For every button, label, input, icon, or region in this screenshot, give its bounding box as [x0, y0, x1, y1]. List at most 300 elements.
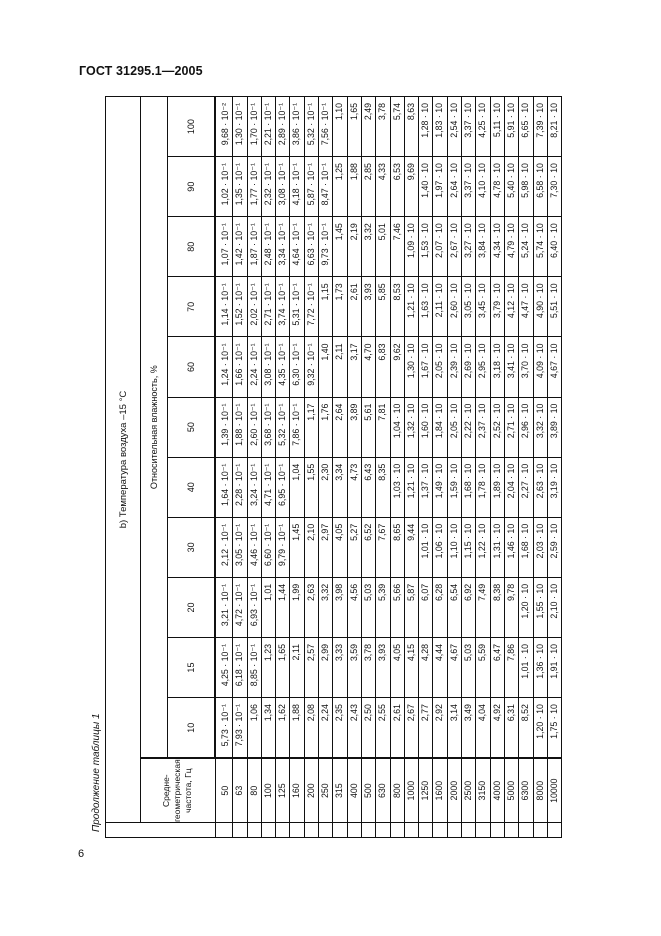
humidity-columns-row	[168, 97, 216, 838]
attenuation-value-cell: 5,39	[376, 577, 390, 637]
attenuation-value-cell: 8,35	[376, 457, 390, 517]
frequency-cell: 630	[376, 758, 390, 822]
attenuation-value-cell: 2,54 · 10	[447, 97, 461, 157]
attenuation-value-cell: 2,71 · 10	[504, 397, 518, 457]
attenuation-value-cell: 1,21 · 10	[404, 277, 418, 337]
attenuation-value-cell: 2,95 · 10	[476, 337, 490, 397]
row-margin-cell	[319, 823, 333, 838]
attenuation-value-cell: 3,32	[319, 577, 333, 637]
attenuation-value-cell: 5,73 · 10⁻¹	[215, 698, 233, 759]
attenuation-value-cell: 1,15 · 10	[462, 517, 476, 577]
attenuation-value-cell: 1,78 · 10	[476, 457, 490, 517]
attenuation-value-cell: 1,34	[261, 698, 275, 759]
table-row	[490, 97, 504, 838]
attenuation-value-cell: 6,65 · 10	[519, 97, 533, 157]
attenuation-value-cell: 5,98 · 10	[519, 157, 533, 217]
attenuation-value-cell: 4,78 · 10	[490, 157, 504, 217]
attenuation-value-cell: 2,67 · 10	[447, 217, 461, 277]
row-margin-cell	[419, 823, 433, 838]
table-row	[261, 97, 275, 838]
attenuation-value-cell: 1,30 · 10⁻¹	[233, 97, 247, 157]
attenuation-value-cell: 4,28	[419, 638, 433, 698]
attenuation-table	[105, 96, 562, 838]
attenuation-value-cell: 6,31	[504, 698, 518, 759]
attenuation-value-cell: 2,77	[419, 698, 433, 759]
frequency-cell: 10000	[547, 758, 561, 822]
attenuation-value-cell: 1,06 · 10	[433, 517, 447, 577]
attenuation-value-cell: 5,27	[347, 517, 361, 577]
attenuation-value-cell: 4,44	[433, 638, 447, 698]
attenuation-value-cell: 4,72 · 10⁻¹	[233, 577, 247, 637]
humidity-column-header: 90	[168, 157, 216, 217]
humidity-column-header: 60	[168, 337, 216, 397]
attenuation-value-cell: 9,68 · 10⁻²	[215, 97, 233, 157]
attenuation-value-cell: 1,02 · 10⁻¹	[215, 157, 233, 217]
attenuation-value-cell: 3,89 · 10	[547, 397, 561, 457]
attenuation-value-cell: 6,58 · 10	[533, 157, 547, 217]
attenuation-value-cell: 1,60 · 10	[419, 397, 433, 457]
table-row	[404, 97, 418, 838]
attenuation-value-cell: 4,25 · 10	[476, 97, 490, 157]
humidity-column-header: 10	[168, 698, 216, 759]
attenuation-value-cell: 2,11	[290, 638, 304, 698]
attenuation-value-cell: 2,64	[333, 397, 347, 457]
attenuation-value-cell: 3,37 · 10	[462, 157, 476, 217]
attenuation-value-cell: 4,67 · 10	[547, 337, 561, 397]
attenuation-value-cell: 1,22 · 10	[476, 517, 490, 577]
attenuation-value-cell: 8,47 · 10⁻¹	[319, 157, 333, 217]
attenuation-value-cell: 1,63 · 10	[419, 277, 433, 337]
attenuation-value-cell: 3,34 · 10⁻¹	[276, 217, 290, 277]
attenuation-value-cell: 6,54	[447, 577, 461, 637]
attenuation-value-cell: 9,62	[390, 337, 404, 397]
attenuation-value-cell: 5,03	[361, 577, 375, 637]
humidity-column-header: 30	[168, 517, 216, 577]
table-row	[376, 97, 390, 838]
attenuation-value-cell: 3,93	[361, 277, 375, 337]
page-number: 6	[78, 848, 85, 860]
attenuation-value-cell: 3,86 · 10⁻¹	[290, 97, 304, 157]
attenuation-value-cell: 1,67 · 10	[419, 337, 433, 397]
attenuation-value-cell: 3,17	[347, 337, 361, 397]
attenuation-value-cell: 9,78	[504, 577, 518, 637]
frequency-cell: 2500	[462, 758, 476, 822]
table-caption: Продолжение таблицы 1	[91, 713, 102, 832]
attenuation-value-cell: 2,64 · 10	[447, 157, 461, 217]
attenuation-value-cell: 2,35	[333, 698, 347, 759]
attenuation-value-cell: 4,90 · 10	[533, 277, 547, 337]
humidity-column-header: 80	[168, 217, 216, 277]
table-row	[347, 97, 361, 838]
row-margin-cell	[404, 823, 418, 838]
attenuation-value-cell: 8,38	[490, 577, 504, 637]
attenuation-value-cell: 3,41 · 10	[504, 337, 518, 397]
frequency-cell: 100	[261, 758, 275, 822]
table-row	[533, 97, 547, 838]
frequency-column-header: Средне-геометрическая частота, Гц	[141, 758, 216, 822]
attenuation-value-cell: 2,69 · 10	[462, 337, 476, 397]
attenuation-value-cell: 3,05 · 10⁻¹	[233, 517, 247, 577]
attenuation-value-cell: 1,17	[304, 397, 318, 457]
table-row	[504, 97, 518, 838]
attenuation-value-cell: 1,01 · 10	[519, 638, 533, 698]
table-row	[390, 97, 404, 838]
attenuation-value-cell: 6,53	[390, 157, 404, 217]
document-id-header: ГОСТ 31295.1—2005	[79, 64, 203, 78]
attenuation-value-cell: 2,97	[319, 517, 333, 577]
attenuation-value-cell: 4,79 · 10	[504, 217, 518, 277]
attenuation-value-cell: 2,63 · 10	[533, 457, 547, 517]
attenuation-value-cell: 2,08	[304, 698, 318, 759]
attenuation-value-cell: 3,79 · 10	[490, 277, 504, 337]
attenuation-value-cell: 6,93 · 10⁻¹	[247, 577, 261, 637]
attenuation-value-cell: 2,96 · 10	[519, 397, 533, 457]
table-row	[476, 97, 490, 838]
row-margin-cell	[504, 823, 518, 838]
attenuation-value-cell: 7,81	[376, 397, 390, 457]
attenuation-value-cell: 1,32 · 10	[404, 397, 418, 457]
attenuation-value-cell: 1,46 · 10	[504, 517, 518, 577]
attenuation-value-cell: 2,04 · 10	[504, 457, 518, 517]
attenuation-value-cell: 1,52 · 10⁻¹	[233, 277, 247, 337]
attenuation-value-cell: 8,85 · 10⁻¹	[247, 638, 261, 698]
frequency-cell: 6300	[519, 758, 533, 822]
attenuation-value-cell: 2,59 · 10	[547, 517, 561, 577]
frequency-cell: 80	[247, 758, 261, 822]
attenuation-value-cell: 7,56 · 10⁻¹	[319, 97, 333, 157]
row-margin-cell	[547, 823, 561, 838]
frequency-cell: 2000	[447, 758, 461, 822]
attenuation-value-cell: 4,56	[347, 577, 361, 637]
attenuation-value-cell: 1,53 · 10	[419, 217, 433, 277]
attenuation-value-cell: 5,87	[404, 577, 418, 637]
attenuation-value-cell: 1,37 · 10	[419, 457, 433, 517]
attenuation-value-cell: 3,37 · 10	[462, 97, 476, 157]
attenuation-value-cell: 4,04	[476, 698, 490, 759]
frequency-cell: 400	[347, 758, 361, 822]
attenuation-value-cell: 1,24 · 10⁻¹	[215, 337, 233, 397]
attenuation-value-cell: 9,69	[404, 157, 418, 217]
attenuation-value-cell: 1,62	[276, 698, 290, 759]
attenuation-value-cell: 3,89	[347, 397, 361, 457]
attenuation-value-cell: 4,70	[361, 337, 375, 397]
attenuation-value-cell: 1,42 · 10⁻¹	[233, 217, 247, 277]
attenuation-value-cell: 7,49	[476, 577, 490, 637]
attenuation-value-cell: 1,20 · 10	[519, 577, 533, 637]
attenuation-value-cell: 3,74 · 10⁻¹	[276, 277, 290, 337]
attenuation-value-cell: 8,21 · 10	[547, 97, 561, 157]
frequency-cell: 200	[304, 758, 318, 822]
attenuation-value-cell: 2,55	[376, 698, 390, 759]
attenuation-value-cell: 6,30 · 10⁻¹	[290, 337, 304, 397]
frequency-cell: 50	[215, 758, 233, 822]
attenuation-value-cell: 4,35 · 10⁻¹	[276, 337, 290, 397]
section-title: b) Температура воздуха –15 °С	[106, 97, 141, 823]
attenuation-value-cell: 1,68 · 10	[462, 457, 476, 517]
humidity-group-header: Относительная влажность, %	[141, 97, 168, 759]
attenuation-value-cell: 4,09 · 10	[533, 337, 547, 397]
attenuation-value-cell: 3,19 · 10	[547, 457, 561, 517]
attenuation-value-cell: 1,14 · 10⁻¹	[215, 277, 233, 337]
attenuation-value-cell: 3,59	[347, 638, 361, 698]
attenuation-value-cell: 7,67	[376, 517, 390, 577]
humidity-column-header: 70	[168, 277, 216, 337]
attenuation-value-cell: 6,95 · 10⁻¹	[276, 457, 290, 517]
attenuation-value-cell: 6,07	[419, 577, 433, 637]
attenuation-value-cell: 2,32 · 10⁻¹	[261, 157, 275, 217]
attenuation-value-cell: 1,64 · 10⁻¹	[215, 457, 233, 517]
table-row	[361, 97, 375, 838]
row-margin-cell	[233, 823, 247, 838]
attenuation-value-cell: 4,92	[490, 698, 504, 759]
attenuation-value-cell: 2,21 · 10⁻¹	[261, 97, 275, 157]
attenuation-value-cell: 5,59	[476, 638, 490, 698]
attenuation-value-cell: 2,63	[304, 577, 318, 637]
attenuation-value-cell: 6,92	[462, 577, 476, 637]
attenuation-value-cell: 1,45	[333, 217, 347, 277]
attenuation-value-cell: 1,06	[247, 698, 261, 759]
attenuation-value-cell: 1,75 · 10	[547, 698, 561, 759]
attenuation-value-cell: 5,66	[390, 577, 404, 637]
frequency-cell: 63	[233, 758, 247, 822]
attenuation-value-cell: 4,64 · 10⁻¹	[290, 217, 304, 277]
row-margin-cell	[533, 823, 547, 838]
frequency-cell: 800	[390, 758, 404, 822]
attenuation-value-cell: 7,30 · 10	[547, 157, 561, 217]
attenuation-value-cell: 8,63	[404, 97, 418, 157]
attenuation-value-cell: 2,92	[433, 698, 447, 759]
table-row	[419, 97, 433, 838]
frequency-cell: 250	[319, 758, 333, 822]
attenuation-value-cell: 1,01 · 10	[419, 517, 433, 577]
row-margin-cell	[304, 823, 318, 838]
attenuation-value-cell: 1,70 · 10⁻¹	[247, 97, 261, 157]
attenuation-value-cell: 3,18 · 10	[490, 337, 504, 397]
attenuation-value-cell: 1,10	[333, 97, 347, 157]
attenuation-value-cell: 6,83	[376, 337, 390, 397]
attenuation-value-cell: 8,65	[390, 517, 404, 577]
attenuation-value-cell: 3,93	[376, 638, 390, 698]
attenuation-value-cell: 1,65	[347, 97, 361, 157]
attenuation-value-cell: 5,32 · 10⁻¹	[276, 397, 290, 457]
attenuation-value-cell: 4,71 · 10⁻¹	[261, 457, 275, 517]
attenuation-value-cell: 2,19	[347, 217, 361, 277]
row-margin-cell	[433, 823, 447, 838]
attenuation-value-cell: 4,15	[404, 638, 418, 698]
humidity-column-header: 50	[168, 397, 216, 457]
table-row	[519, 97, 533, 838]
attenuation-value-cell: 5,03	[462, 638, 476, 698]
attenuation-value-cell: 3,14	[447, 698, 461, 759]
attenuation-value-cell: 4,12 · 10	[504, 277, 518, 337]
attenuation-value-cell: 8,53	[390, 277, 404, 337]
humidity-column-header: 15	[168, 638, 216, 698]
attenuation-value-cell: 1,87 · 10⁻¹	[247, 217, 261, 277]
attenuation-value-cell: 3,45 · 10	[476, 277, 490, 337]
attenuation-value-cell: 1,15	[319, 277, 333, 337]
attenuation-value-cell: 5,32 · 10⁻¹	[304, 97, 318, 157]
attenuation-value-cell: 5,61	[361, 397, 375, 457]
attenuation-value-cell: 1,40 · 10	[419, 157, 433, 217]
attenuation-value-cell: 3,78	[361, 638, 375, 698]
attenuation-value-cell: 4,33	[376, 157, 390, 217]
attenuation-value-cell: 1,39 · 10⁻¹	[215, 397, 233, 457]
attenuation-value-cell: 3,32 · 10	[533, 397, 547, 457]
attenuation-value-cell: 1,55 · 10	[533, 577, 547, 637]
attenuation-value-cell: 1,04 · 10	[390, 397, 404, 457]
row-margin-cell	[276, 823, 290, 838]
attenuation-value-cell: 3,05 · 10	[462, 277, 476, 337]
attenuation-value-cell: 3,49	[462, 698, 476, 759]
row-margin-cell	[361, 823, 375, 838]
frequency-cell: 1600	[433, 758, 447, 822]
attenuation-value-cell: 1,97 · 10	[433, 157, 447, 217]
attenuation-value-cell: 2,11 · 10	[433, 277, 447, 337]
attenuation-value-cell: 1,03 · 10	[390, 457, 404, 517]
attenuation-value-cell: 5,11 · 10	[490, 97, 504, 157]
frequency-cell: 1000	[404, 758, 418, 822]
attenuation-value-cell: 2,60 · 10⁻¹	[247, 397, 261, 457]
table-row	[333, 97, 347, 838]
humidity-column-header: 40	[168, 457, 216, 517]
humidity-column-header: 100	[168, 97, 216, 157]
attenuation-value-cell: 5,91 · 10	[504, 97, 518, 157]
table-row	[319, 97, 333, 838]
attenuation-value-cell: 2,50	[361, 698, 375, 759]
attenuation-value-cell: 1,36 · 10	[533, 638, 547, 698]
attenuation-value-cell: 2,24	[319, 698, 333, 759]
attenuation-value-cell: 1,31 · 10	[490, 517, 504, 577]
attenuation-value-cell: 2,07 · 10	[433, 217, 447, 277]
table-row	[447, 97, 461, 838]
table-left-margin-cell	[106, 823, 216, 838]
table-row	[215, 97, 233, 838]
attenuation-value-cell: 1,84 · 10	[433, 397, 447, 457]
attenuation-value-cell: 4,05	[333, 517, 347, 577]
row-margin-cell	[347, 823, 361, 838]
frequency-cell: 315	[333, 758, 347, 822]
attenuation-value-cell: 4,46 · 10⁻¹	[247, 517, 261, 577]
attenuation-value-cell: 1,09 · 10	[404, 217, 418, 277]
attenuation-value-cell: 6,18 · 10⁻¹	[233, 638, 247, 698]
attenuation-value-cell: 4,25 · 10⁻¹	[215, 638, 233, 698]
attenuation-value-cell: 3,98	[333, 577, 347, 637]
attenuation-value-cell: 3,34	[333, 457, 347, 517]
rotated-table-block	[89, 96, 621, 838]
attenuation-value-cell: 2,89 · 10⁻¹	[276, 97, 290, 157]
attenuation-value-cell: 1,73	[333, 277, 347, 337]
attenuation-value-cell: 1,59 · 10	[447, 457, 461, 517]
attenuation-value-cell: 5,74	[390, 97, 404, 157]
row-margin-cell	[215, 823, 233, 838]
attenuation-value-cell: 1,83 · 10	[433, 97, 447, 157]
attenuation-value-cell: 4,73	[347, 457, 361, 517]
attenuation-value-cell: 1,21 · 10	[404, 457, 418, 517]
attenuation-value-cell: 2,37 · 10	[476, 397, 490, 457]
attenuation-value-cell: 1,55	[304, 457, 318, 517]
frequency-cell: 5000	[504, 758, 518, 822]
table-row	[276, 97, 290, 838]
attenuation-value-cell: 4,18 · 10⁻¹	[290, 157, 304, 217]
attenuation-value-cell: 2,05 · 10	[433, 337, 447, 397]
table-row	[462, 97, 476, 838]
attenuation-value-cell: 2,27 · 10	[519, 457, 533, 517]
attenuation-value-cell: 1,01	[261, 577, 275, 637]
attenuation-value-cell: 2,85	[361, 157, 375, 217]
frequency-cell: 125	[276, 758, 290, 822]
attenuation-value-cell: 2,30	[319, 457, 333, 517]
row-margin-cell	[333, 823, 347, 838]
row-margin-cell	[462, 823, 476, 838]
attenuation-value-cell: 2,39 · 10	[447, 337, 461, 397]
humidity-column-header: 20	[168, 577, 216, 637]
attenuation-value-cell: 2,03 · 10	[533, 517, 547, 577]
attenuation-value-cell: 3,27 · 10	[462, 217, 476, 277]
attenuation-value-cell: 3,08 · 10⁻¹	[276, 157, 290, 217]
attenuation-value-cell: 1,89 · 10	[490, 457, 504, 517]
attenuation-value-cell: 1,04	[290, 457, 304, 517]
row-margin-cell	[519, 823, 533, 838]
attenuation-value-cell: 1,99	[290, 577, 304, 637]
attenuation-value-cell: 6,47	[490, 638, 504, 698]
attenuation-value-cell: 1,88	[347, 157, 361, 217]
attenuation-value-cell: 1,88	[290, 698, 304, 759]
attenuation-value-cell: 1,76	[319, 397, 333, 457]
attenuation-value-cell: 1,07 · 10⁻¹	[215, 217, 233, 277]
attenuation-value-cell: 7,72 · 10⁻¹	[304, 277, 318, 337]
attenuation-value-cell: 1,88 · 10⁻¹	[233, 397, 247, 457]
attenuation-value-cell: 1,23	[261, 638, 275, 698]
attenuation-value-cell: 7,86	[504, 638, 518, 698]
attenuation-value-cell: 2,61	[390, 698, 404, 759]
attenuation-value-cell: 9,32 · 10⁻¹	[304, 337, 318, 397]
attenuation-value-cell: 6,40 · 10	[547, 217, 561, 277]
attenuation-value-cell: 6,28	[433, 577, 447, 637]
row-margin-cell	[447, 823, 461, 838]
table-row	[247, 97, 261, 838]
attenuation-value-cell: 5,24 · 10	[519, 217, 533, 277]
attenuation-value-cell: 2,05 · 10	[447, 397, 461, 457]
attenuation-value-cell: 3,68 · 10⁻¹	[261, 397, 275, 457]
attenuation-value-cell: 4,34 · 10	[490, 217, 504, 277]
table-row	[433, 97, 447, 838]
attenuation-value-cell: 2,24 · 10⁻¹	[247, 337, 261, 397]
attenuation-value-cell: 6,63 · 10⁻¹	[304, 217, 318, 277]
frequency-cell: 8000	[533, 758, 547, 822]
attenuation-value-cell: 3,24 · 10⁻¹	[247, 457, 261, 517]
attenuation-value-cell: 7,93 · 10⁻¹	[233, 698, 247, 759]
attenuation-value-cell: 3,84 · 10	[476, 217, 490, 277]
attenuation-value-cell: 2,49	[361, 97, 375, 157]
attenuation-value-cell: 4,10 · 10	[476, 157, 490, 217]
table-row	[233, 97, 247, 838]
frequency-cell: 3150	[476, 758, 490, 822]
frequency-cell: 1250	[419, 758, 433, 822]
attenuation-value-cell: 2,61	[347, 277, 361, 337]
attenuation-value-cell: 5,87 · 10⁻¹	[304, 157, 318, 217]
row-margin-cell	[490, 823, 504, 838]
attenuation-value-cell: 2,11	[333, 337, 347, 397]
frequency-cell: 160	[290, 758, 304, 822]
attenuation-value-cell: 8,52	[519, 698, 533, 759]
attenuation-value-cell: 1,30 · 10	[404, 337, 418, 397]
attenuation-value-cell: 2,48 · 10⁻¹	[261, 217, 275, 277]
attenuation-value-cell: 2,99	[319, 638, 333, 698]
attenuation-value-cell: 2,67	[404, 698, 418, 759]
attenuation-value-cell: 5,31 · 10⁻¹	[290, 277, 304, 337]
attenuation-value-cell: 5,51 · 10	[547, 277, 561, 337]
attenuation-value-cell: 3,08 · 10⁻¹	[261, 337, 275, 397]
